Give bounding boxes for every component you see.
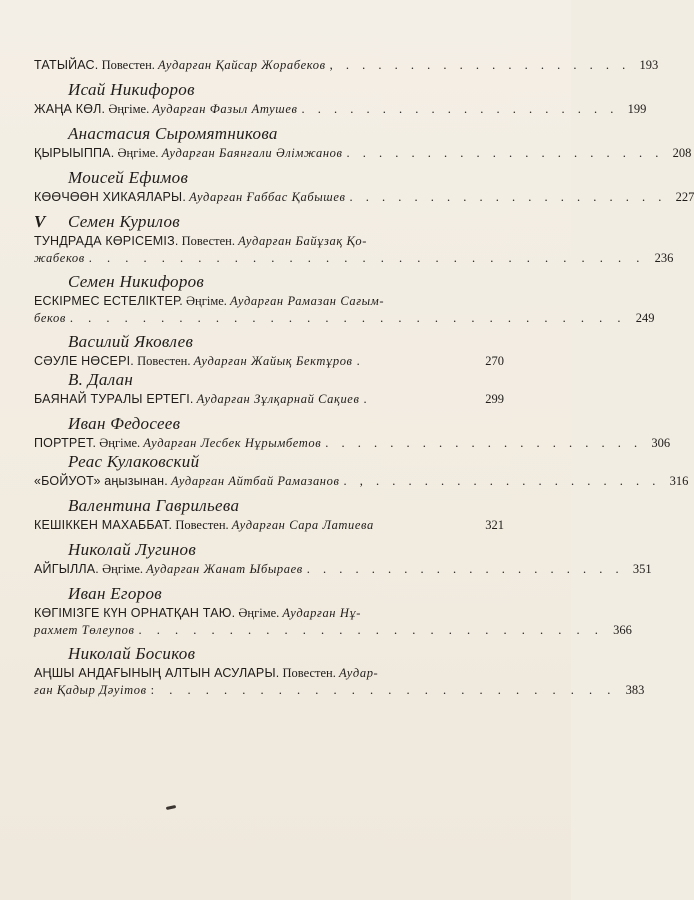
toc-entry <box>34 560 652 578</box>
leader-dots: . . . . . . . . . . . . . . . . . . . . . . . . . . . . . . . <box>88 251 646 265</box>
toc-entry <box>34 232 504 250</box>
work-title: АЙГЫЛЛА. <box>34 562 99 576</box>
leader-dots: . <box>356 354 365 368</box>
translator: Аударған Айтбай Рамазанов <box>171 474 340 488</box>
check-mark-icon: V <box>34 212 46 231</box>
author-name: Семен Никифоров <box>68 272 205 291</box>
translator: Аударған Байұзақ Қо- <box>238 234 368 248</box>
page-number: 227 <box>675 190 694 204</box>
toc-entry-continuation <box>34 310 655 326</box>
work-title: ҚЫРЫЫППА. <box>34 146 115 160</box>
translator-continued: рахмет Төлеупов <box>34 623 135 637</box>
toc-entry <box>34 352 504 370</box>
translator: Аудар- <box>338 666 379 680</box>
toc-entry <box>34 100 647 118</box>
translator: Аударған Баянғали Әлімжанов <box>161 146 343 160</box>
leader-dots: . . . . . . . . . . . . . . . . . . . . <box>325 436 643 450</box>
translator: Аударған Қайсар Жорабеков <box>158 58 326 72</box>
page-number: 383 <box>625 683 645 697</box>
author-name: Реас Кулаковский <box>68 452 200 471</box>
work-genre: Повестен. <box>282 666 336 680</box>
toc-entry <box>34 604 504 622</box>
translator: Аударған Жайық Бектұров <box>193 354 353 368</box>
leader-dots: . . . . . . . . . . . . . . . . . . . . <box>346 146 664 160</box>
work-title: КӨӨЧӨӨН ХИКАЯЛАРЫ. <box>34 190 186 204</box>
leader-dots: . . . . . . . . . . . . . . . . . . . . <box>306 562 624 576</box>
author-name: Иван Егоров <box>68 584 162 603</box>
leader-dots: . , . . . . . . . . . . . . . . . . . . <box>343 474 661 488</box>
work-genre: Повестен. <box>175 518 229 532</box>
toc-entry <box>34 56 659 74</box>
toc-entry <box>34 472 689 490</box>
translator-continued: ған Қадыр Дәуітов <box>34 683 147 697</box>
work-genre: Әңгіме. <box>108 102 150 116</box>
page-number: 366 <box>613 623 632 637</box>
page-number: 249 <box>635 311 655 325</box>
page-number: 306 <box>651 436 671 450</box>
toc-entry-continuation <box>34 682 645 698</box>
ink-mark <box>166 805 176 810</box>
translator: Аударған Жанат Ыбыраев <box>146 562 303 576</box>
page-number: 193 <box>639 58 659 72</box>
page-number: 351 <box>632 562 652 576</box>
author-name: В. Далан <box>68 370 134 389</box>
work-genre: Повестен. <box>137 354 191 368</box>
work-title: КЕШІККЕН МАХАББАТ. <box>34 518 173 532</box>
page-number: 199 <box>627 102 647 116</box>
toc-entry <box>34 664 504 682</box>
leader-dots: : . . . . . . . . . . . . . . . . . . . . . . . . . <box>150 683 617 697</box>
work-genre: Повестен. <box>101 58 155 72</box>
author-name: Николай Лугинов <box>68 540 197 559</box>
toc-entry <box>34 292 504 310</box>
table-of-contents <box>34 56 694 698</box>
work-genre: Әңгіме. <box>99 436 141 450</box>
work-genre: Әңгіме. <box>238 606 280 620</box>
leader-dots: . . . . . . . . . . . . . . . . . . . . . . . . . . <box>138 623 604 637</box>
leader-dots: . . . . . . . . . . . . . . . . . . . . <box>349 190 667 204</box>
author-name-text: Семен Курилов <box>68 212 180 231</box>
toc-entry <box>34 434 671 452</box>
work-genre: Повестен. <box>181 234 235 248</box>
work-title: БАЯНАЙ ТУРАЛЫ ЕРТЕГІ. <box>34 392 194 406</box>
work-title: ТУНДРАДА КӨРІСЕМІЗ. <box>34 234 179 248</box>
work-title: ЖАҢА КӨЛ. <box>34 102 106 116</box>
work-title: «БОЙУОТ» аңызынан. <box>34 474 168 488</box>
author-name: Моисей Ефимов <box>68 168 189 187</box>
toc-entry-continuation <box>34 250 674 266</box>
author-name <box>34 212 504 232</box>
page-number: 270 <box>485 354 504 368</box>
translator-continued: беков <box>34 311 66 325</box>
author-name: Анастасия Сыромятникова <box>68 124 278 143</box>
translator: Аударған Нұ- <box>282 606 362 620</box>
translator: Аударған Ғаббас Қабышев <box>189 190 346 204</box>
toc-entry <box>34 188 694 206</box>
translator: Аударған Сара Латиева <box>231 518 374 532</box>
toc-entry <box>34 390 504 408</box>
work-title: СӘУЛЕ НӨСЕРІ. <box>34 354 134 368</box>
page-number: 236 <box>654 251 674 265</box>
leader-dots: , . . . . . . . . . . . . . . . . . . <box>329 58 631 72</box>
author-name: Исай Никифоров <box>68 80 195 99</box>
translator-continued: жабеков <box>34 251 85 265</box>
author-name: Иван Федосеев <box>68 414 181 433</box>
work-title: ТАТЫЙАС. <box>34 58 99 72</box>
work-title: ПОРТРЕТ. <box>34 436 97 450</box>
toc-entry-continuation <box>34 622 632 638</box>
page-number: 208 <box>672 146 692 160</box>
author-name: Валентина Гаврильева <box>68 496 240 515</box>
leader-dots: . . . . . . . . . . . . . . . . . . . . . . . . . . . . . . . <box>69 311 627 325</box>
toc-entry <box>34 516 504 534</box>
work-title: АҢШЫ АНДАҒЫНЫҢ АЛТЫН АСУЛАРЫ. <box>34 666 280 680</box>
page-number: 299 <box>485 392 504 406</box>
translator: Аударған Зұлқарнай Сақиев <box>196 392 360 406</box>
author-name: Николай Босиков <box>68 644 196 663</box>
translator: Аударған Лесбек Нұрымбетов <box>143 436 322 450</box>
page-number: 321 <box>485 518 504 532</box>
translator: Аударған Рамазан Сағым- <box>230 294 385 308</box>
work-genre: Әңгіме. <box>117 146 159 160</box>
work-title: КӨГІМІЗГЕ КҮН ОРНАТҚАН ТАЮ. <box>34 606 236 620</box>
work-title: ЕСКІРМЕС ЕСТЕЛІКТЕР. <box>34 294 183 308</box>
toc-entry <box>34 144 692 162</box>
author-name: Василий Яковлев <box>68 332 194 351</box>
work-genre: Әңгіме. <box>102 562 144 576</box>
translator: Аударған Фазыл Атушев <box>152 102 298 116</box>
leader-dots: . . . . . . . . . . . . . . . . . . . . <box>301 102 619 116</box>
leader-dots: . <box>363 392 372 406</box>
work-genre: Әңгіме. <box>186 294 227 308</box>
page-number: 316 <box>669 474 689 488</box>
